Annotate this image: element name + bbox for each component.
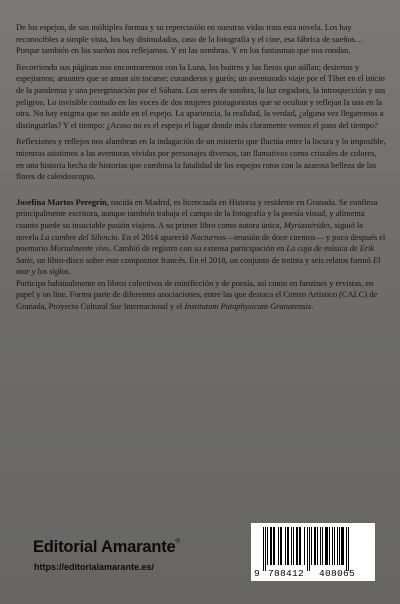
barcode-bar [337,527,338,565]
registered-mark: ® [175,539,180,545]
barcode-bar [339,527,340,565]
barcode-bar [329,527,330,565]
barcode-bar [296,527,298,565]
author-bio-paragraph-1 [16,197,386,278]
barcode-bar [332,527,333,565]
bio-text: —reunión de doce cuentos— y poco después el poemario [16,231,386,254]
barcode-bar [314,527,316,565]
author-bio [16,197,386,313]
barcode-bar [322,527,323,565]
barcode-first-digit: 9 [254,568,260,579]
barcode-bar [334,527,335,565]
barcode-bar [285,527,286,565]
barcode-bar [299,527,301,565]
barcode-bar [309,527,310,571]
book-title: El mar y los siglos [16,254,381,277]
bio-text: . [311,301,314,312]
barcode-bar [270,527,272,565]
bio-text: , un libro-disco sobre este compositor francés. En el 2018, un conjunto de treinta y seis relatos formó [32,254,373,265]
book-title: La caja de música de Erik Satie [16,243,375,265]
bio-text: Participa habitualmente en libros colectivos de minificción y de poesía, así como en fanzines y revistas, en papel y on line. Forma parte de diferentes asociaciones, entre las que destaca el Centro Artístico (CALC) de Granada, Proyecto Cultural Sur Internacional y el [16,277,378,312]
synopsis-paragraph-1: De los espejos, de sus múltiples formas y su repercusión en nuestras vidas trata esta novela. Los hay reconocibles a simple vista, los hay disimulados, caso de la fotografía y el cine, esa fábrica de sueños… Porque también en los sueños nos reflejamos. Y en las sombras. Y en los fantasmas que nos rondan. [16,22,364,56]
barcode-bar [263,527,264,571]
back-cover-text [16,22,386,313]
barcode-bar [346,527,347,571]
barcode-bar [307,527,308,571]
synopsis-paragraph-3: Reflexiones y reflejos nos alumbran en la indagación de un misterio que fluctúa entre la locura y lo imposible, mientras asistimos a las aventuras vividas por personajes diversos, tan llamativos como cristales de colores, en una historia hecha de historias que combina la fatalidad de los espejos rotos con la azarosa belleza de las flores de caleidoscopio. [16,136,386,182]
barcode-bar [317,527,318,565]
barcode-bars [251,523,375,571]
institution-name: Institutum Pataphysicum Granatensis [184,301,312,312]
barcode-bar [278,527,279,565]
bio-text: , siguió la novela [16,219,364,242]
publisher-name: Editorial Amarante [33,538,176,556]
barcode-bar [325,527,328,565]
barcode-digits [251,568,375,580]
barcode-bar [341,527,344,565]
book-title: Mortalmente vivo [49,243,110,254]
barcode-left-digits: 788412 [268,568,305,579]
book-title: La cumbre del Silencio [40,231,118,242]
publisher-logo [33,538,180,557]
author-bio-paragraph-2 [16,278,386,313]
book-title: Myriastérides [283,219,331,230]
bio-text: , nacida en Madrid, es licenciada en Historia y residente en Granada. Se confiesa principalmente escritora, aunque también trabaja el campo de la fotografía y la poesía visual, y alimenta cuanto puede su insaciable pasión viajera. A su primer libro como autora única, [16,196,378,230]
bio-text: . [68,266,71,277]
barcode-right-digits: 408065 [319,568,356,579]
barcode-bar [293,527,294,565]
bio-text: . Cambió de registro con su extensa participación en [109,243,287,254]
barcode-bar [287,527,289,565]
author-name: Josefina Martos Peregrín [16,196,107,207]
book-title: Nocturnos [190,231,226,242]
barcode-bar [265,527,266,571]
synopsis-paragraph-2: Recorriendo sus páginas nos encontraremos con la Luna, los buitres y las fieras que aúllan; desiertos y espejismos; amantes que se aman sin tocarse; curanderos y gurús; un aventurado viaje por el Tíbet en el inicio de la pandemia y una peregrinación por el Sáhara. Los seres de sombra, la luz cegadora, la introspección y sus peligros. Lo invisible contado en las voces de dos mujeres protagonistas que se ocultan y reflejan la una en la otra. No hay enigma que no anide en el espejo. La apariencia, la realidad, la verdad, ¿alguna vez llegaremos a distinguirlas? Y el tiempo: ¿Acaso no es el espejo el lugar donde más claramente vemos el paso del tiempo? [16,61,386,130]
isbn-barcode [251,523,375,581]
barcode-bar [273,527,275,565]
barcode-bar [320,527,321,565]
barcode-bar [348,527,349,571]
barcode-bar [311,527,312,565]
barcode-bar [280,527,282,565]
publisher-url-link[interactable]: https://editorialamarante.es/ [34,562,155,572]
barcode-bar [304,527,305,565]
barcode-bar [291,527,292,565]
bio-text: . En el 2014 apareció [117,231,191,242]
barcode-bar [267,527,268,565]
